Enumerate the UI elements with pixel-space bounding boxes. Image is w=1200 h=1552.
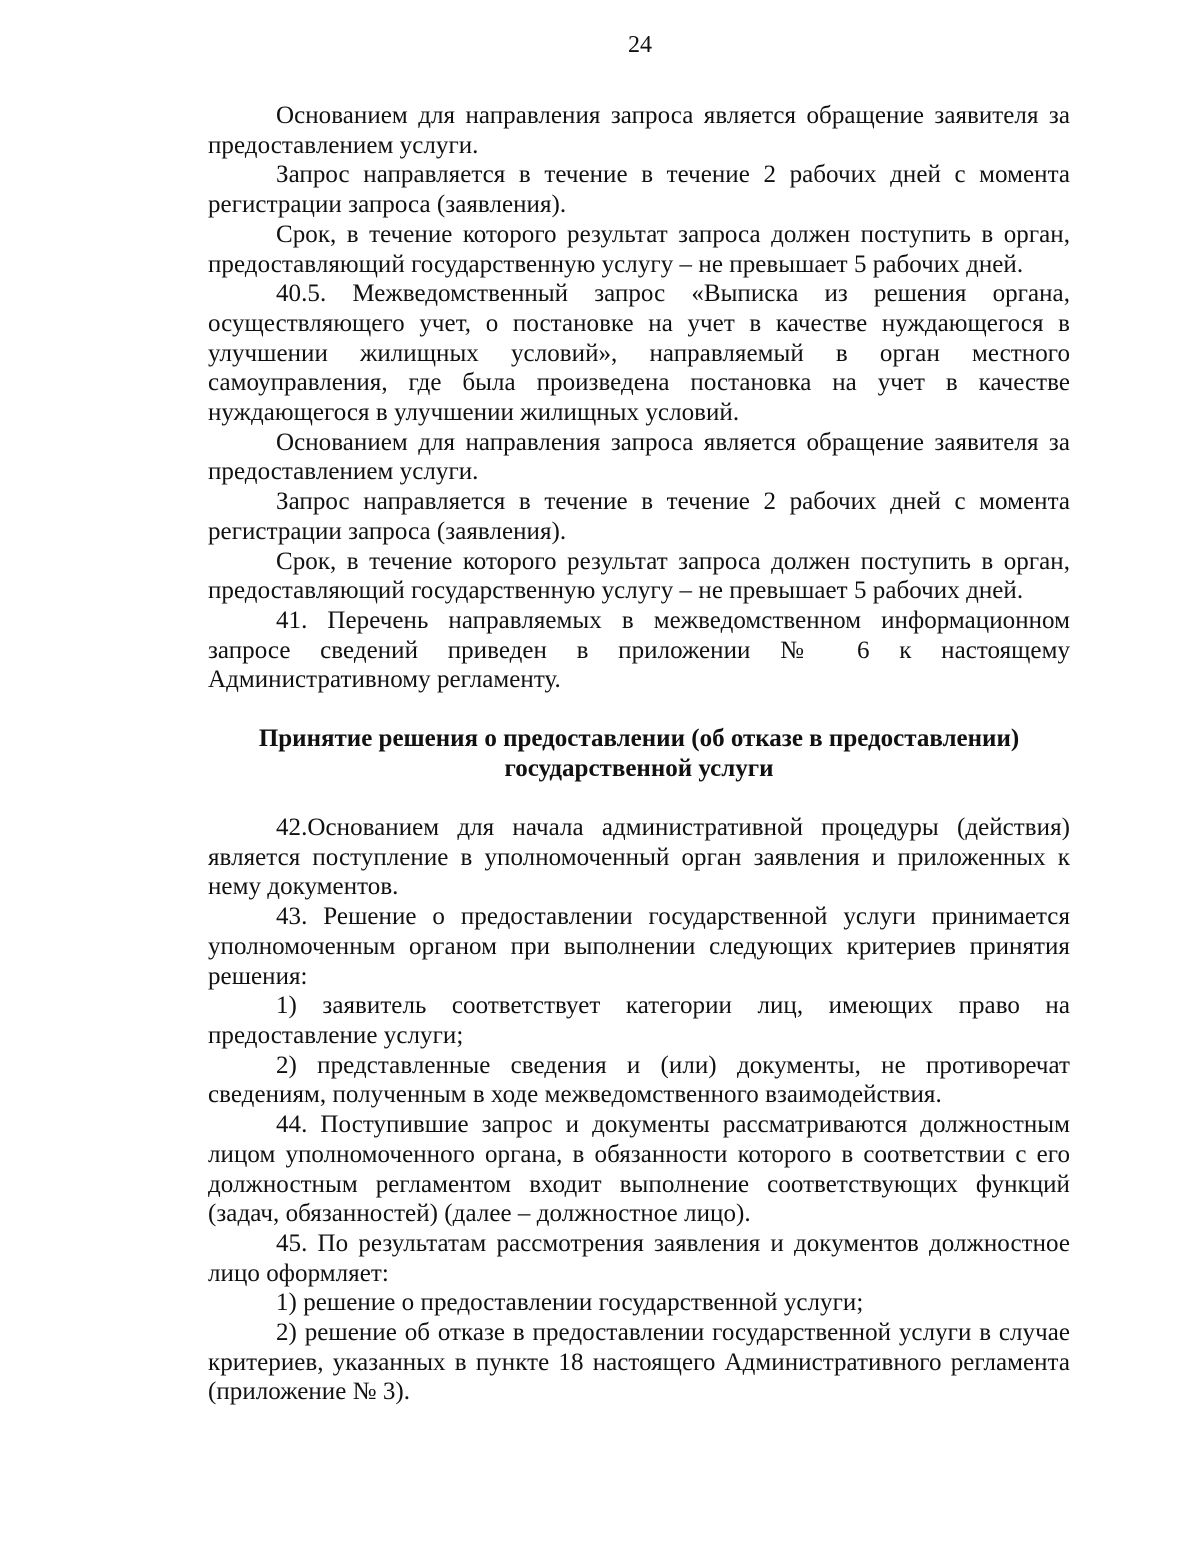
paragraph: Срок, в течение которого результат запроса должен поступить в орган, предоставляющий государственную услугу – не превышает 5 рабочих дней.	[208, 220, 1070, 278]
document-body	[208, 101, 1070, 1407]
paragraph: Основанием для направления запроса является обращение заявителя за предоставлением услуги.	[208, 102, 1070, 159]
paragraph: Запрос направляется в течение в течение 2 рабочих дней с момента регистрации запроса (заявления).	[208, 161, 1070, 219]
paragraph: 44. Поступившие запрос и документы рассматриваются должностным лицом уполномоченного органа, в обязанности которого в соответствии с его должностным регламентом входит выполнение соответствующих функций (задач, обязанностей) (далее – должностное лицо).	[208, 1111, 1070, 1228]
paragraph: 41. Перечень направляемых в межведомственном информационном запросе сведений приведен в приложении № 6 к настоящему Административному регламенту.	[208, 606, 1070, 694]
section-heading-line: государственной услуги	[504, 755, 774, 783]
paragraph: Срок, в течение которого результат запроса должен поступить в орган, предоставляющий государственную услугу – не превышает 5 рабочих дней.	[208, 547, 1070, 605]
paragraph: Основанием для направления запроса является обращение заявителя за предоставлением услуги.	[208, 428, 1070, 486]
paragraph: 42.Основанием для начала административной процедуры (действия) является поступление в уполномоченный орган заявления и приложенных к нему документов.	[208, 814, 1070, 901]
paragraph: 40.5. Межведомственный запрос «Выписка из решения органа, осуществляющего учет, о постановке на учет в качестве нуждающегося в улучшении жилищных условий», направляемый в орган местного самоуправления, где была произведена постановка на учет в качестве нуждающегося в улучшении жилищных условий.	[208, 280, 1070, 427]
list-item: 2) решение об отказе в предоставлении государственной услуги в случае критериев, указанных в пункте 18 настоящего Административного регламента (приложение № 3).	[208, 1319, 1070, 1406]
list-item: 2) представленные сведения и (или) документы, не противоречат сведениям, полученным в ходе межведомственного взаимодействия.	[208, 1051, 1070, 1109]
list-item: 1) решение о предоставлении государственной услуги;	[276, 1289, 864, 1317]
paragraph: Запрос направляется в течение в течение 2 рабочих дней с момента регистрации запроса (заявления).	[208, 488, 1070, 545]
paragraph: 45. По результатам рассмотрения заявления и документов должностное лицо оформляет:	[208, 1229, 1070, 1287]
section-heading	[208, 724, 1070, 784]
list-item: 1) заявитель соответствует категории лиц, имеющих право на предоставление услуги;	[208, 992, 1070, 1049]
page-number: 24	[628, 32, 652, 58]
paragraph: 43. Решение о предоставлении государственной услуги принимается уполномоченным органом при выполнении следующих критериев принятия решения:	[208, 903, 1070, 990]
section-heading-line: Принятие решения о предоставлении (об отказе в предоставлении)	[258, 725, 1020, 753]
